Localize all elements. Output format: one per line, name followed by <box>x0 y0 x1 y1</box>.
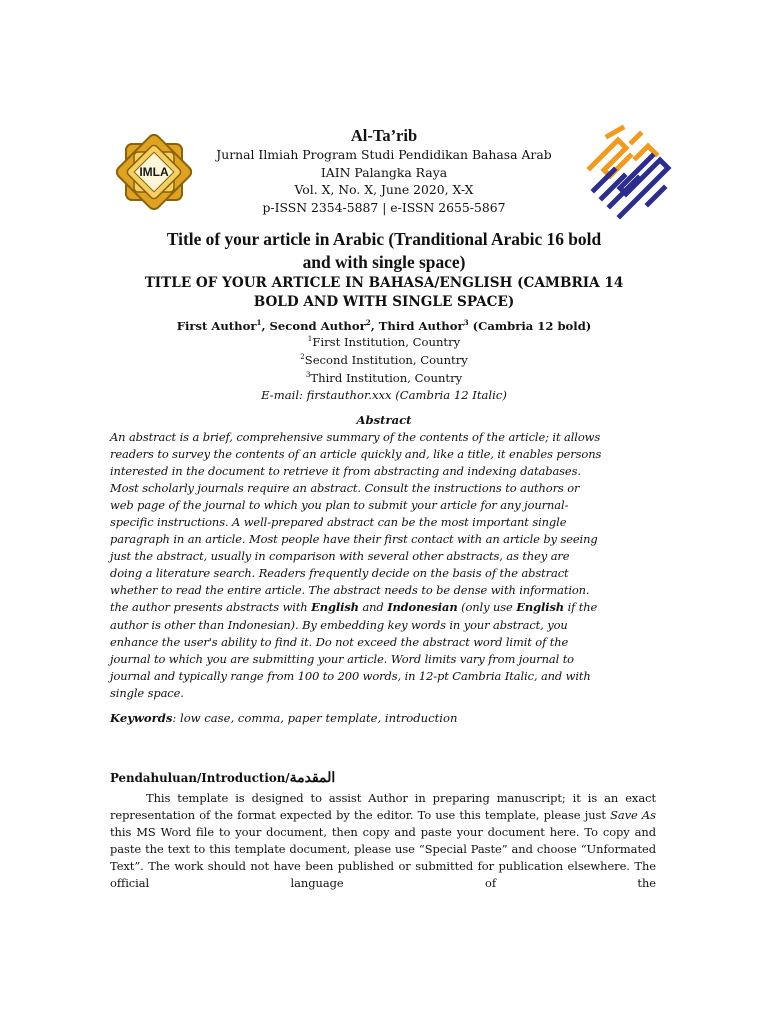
abstract-body <box>110 429 656 702</box>
abstract-line-languages <box>110 599 656 616</box>
body-line: this MS Word file to your document, then copy and paste your <box>110 825 483 840</box>
affiliation-3 <box>100 370 668 386</box>
body-line: This template is designed to assist Author in preparing manuscript; it is an <box>146 791 619 805</box>
section-heading-introduction <box>110 768 656 788</box>
author-email: E-mail: firstauthor.xxx (Cambria 12 Italic) <box>261 388 507 402</box>
affiliation-1-sup: 1 <box>307 334 313 344</box>
journal-subtitle: Jurnal Ilmiah Program Studi Pendidikan Bahasa Arab <box>216 147 552 162</box>
title-arabic-line-2: and with single space) <box>302 252 466 272</box>
author-second-sup: 2 <box>365 318 371 328</box>
affiliation-3-text: Third Institution, Country <box>310 371 463 385</box>
abstract-line: An abstract is a brief, comprehensive summary of the contents of the article; it allows <box>110 430 601 444</box>
abstract-line: specific instructions. A well-prepared abstract can be the most important single <box>110 515 567 530</box>
journal-header <box>210 126 558 216</box>
abstract-line: readers to survey the contents of an article quickly and, like a title, it enables persons <box>110 447 602 462</box>
abstract-line: author is other than Indonesian). By embedding key words in your abstract, you <box>110 617 568 632</box>
abstract-lang-english: English <box>516 600 565 615</box>
article-title-arabic <box>100 228 668 274</box>
abstract-line: journal and typically range from 100 to 200 words, in 12-pt Cambria Italic, and with <box>110 668 591 683</box>
abstract-text: if the <box>564 600 598 615</box>
author-first-sup: 1 <box>256 318 262 328</box>
author-separator: , <box>370 319 379 333</box>
author-first: First Author <box>176 319 257 333</box>
abstract-text: the author presents abstracts with <box>110 600 312 615</box>
abstract-lang-indonesian: Indonesian <box>387 600 458 615</box>
author-list <box>100 318 668 334</box>
author-note: (Cambria 12 bold) <box>468 319 592 333</box>
body-line: “Special Paste” and choose “Unformated Text”. The work should not have been <box>110 842 656 874</box>
abstract-line: Most scholarly journals require an abstract. Consult the instructions to authors or <box>110 481 580 496</box>
abstract-line: whether to read the entire article. The abstract needs to be dense with information. <box>110 583 590 598</box>
author-third-sup: 3 <box>463 318 469 328</box>
journal-institution: IAIN Palangka Raya <box>320 164 448 180</box>
title-english-line-2: BOLD AND WITH SINGLE SPACE) <box>253 293 515 310</box>
abstract-lang-english: English <box>311 600 359 615</box>
body-line: exact representation of the format expected by the editor. To use this template, <box>110 791 657 823</box>
body-line: document here. To copy and paste the text to this template document, please use <box>110 825 656 857</box>
author-third: Third Author <box>378 319 464 333</box>
title-english-line-1: TITLE OF YOUR ARTICLE IN BAHASA/ENGLISH (CAMBRIA 14 <box>144 275 624 291</box>
keywords <box>110 710 656 726</box>
affiliation-1-text: First Institution, Country <box>312 335 461 349</box>
keywords-text: low case, comma, paper template, introduction <box>176 711 458 725</box>
section-heading-arabic: المقدمة <box>289 770 336 786</box>
body-save-as: Save As <box>610 808 656 823</box>
abstract-line: web page of the journal to which you plan to submit your article for any journal- <box>110 498 569 513</box>
imla-logo-text: IMLA <box>139 165 169 179</box>
journal-name: Al-Ta’rib <box>350 126 418 145</box>
abstract-heading: Abstract <box>356 413 412 427</box>
affiliation-1 <box>100 334 668 350</box>
affiliation-2 <box>100 352 668 368</box>
author-separator: , <box>261 319 270 333</box>
abstract-line: single space. <box>110 685 184 700</box>
abstract-line: doing a literature search. Readers frequently decide on the basis of the abstract <box>110 566 569 581</box>
abstract-text: (only use <box>457 600 517 615</box>
title-arabic-line-1: Title of your article in Arabic (Tranditional Arabic 16 bold <box>166 229 602 249</box>
body-line: please just <box>543 808 611 823</box>
keywords-colon: : <box>172 711 177 725</box>
article-title-english <box>100 274 668 311</box>
abstract-line: paragraph in an article. Most people have their first contact with an article by seeing <box>110 532 598 547</box>
body-line: published or submitted for publication elsewhere. The official language of the <box>110 859 656 891</box>
author-second: Second Author <box>269 319 366 333</box>
abstract-text: and <box>358 600 388 615</box>
abstract-line: just the abstract, usually in comparison with several other abstracts, as they are <box>110 549 570 564</box>
journal-volume: Vol. X, No. X, June 2020, X-X <box>294 182 474 198</box>
abstract-line: enhance the user's ability to find it. Do not exceed the abstract word limit of the <box>110 634 569 649</box>
affiliation-3-sup: 3 <box>305 370 311 380</box>
al-tarib-calligraphy-logo <box>580 124 672 220</box>
section-heading-text: Pendahuluan/Introduction/ <box>110 771 290 785</box>
abstract-line: journal to which you are submitting your article. Word limits vary from journal to <box>110 651 574 666</box>
affiliation-2-text: Second Institution, Country <box>304 353 468 367</box>
abstract-line: interested in the document to retrieve it from abstracting and indexing databases. <box>110 464 581 479</box>
keywords-label: Keywords <box>110 711 173 725</box>
journal-issn: p-ISSN 2354-5887 | e-ISSN 2655-5867 <box>262 199 506 215</box>
affiliation-2-sup: 2 <box>300 352 305 362</box>
introduction-paragraph <box>110 790 656 893</box>
imla-logo <box>106 124 202 220</box>
